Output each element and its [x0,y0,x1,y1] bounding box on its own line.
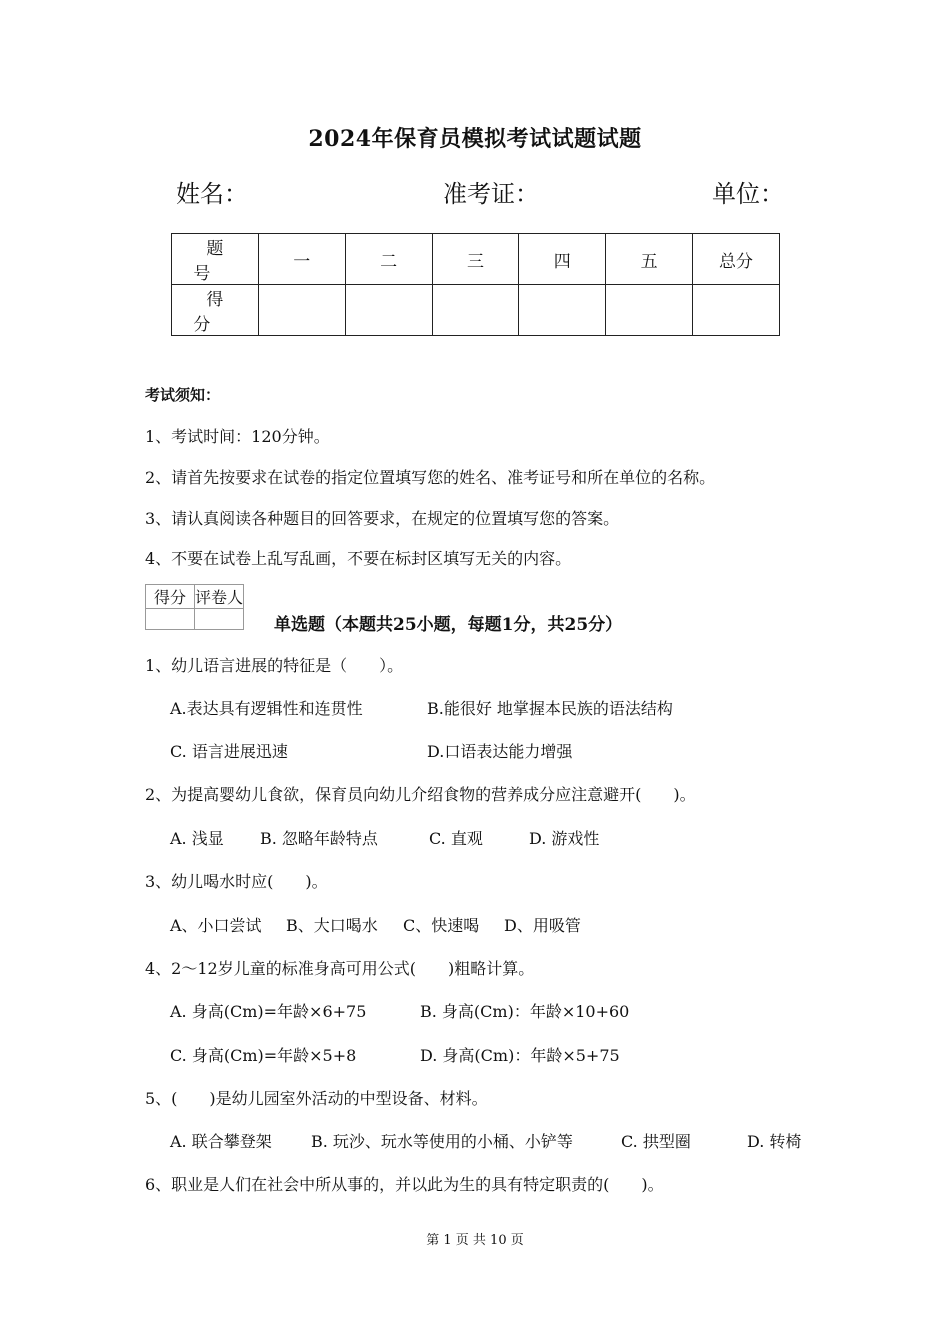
option-d[interactable]: D. 游戏性 [529,829,600,848]
notice-item: 2、请首先按要求在试卷的指定位置填写您的姓名、准考证号和所在单位的名称。 [145,468,716,487]
option-a[interactable]: A. 身高(Cm)=年龄×6+75 [170,1002,367,1021]
option-b[interactable]: B.能很好 地掌握本民族的语法结构 [427,699,673,718]
score-input-cell[interactable] [693,285,780,336]
score-input-cell[interactable] [345,285,432,336]
unit-label: 单位： [712,180,784,208]
option-b[interactable]: B. 忽略年龄特点 [260,829,378,848]
grader-reviewer-label: 评卷人 [195,585,244,609]
notice-heading: 考试须知： [145,386,221,404]
option-c[interactable]: C. 语言进展迅速 [170,742,288,761]
option-c[interactable]: C、快速喝 [403,916,480,935]
score-input-cell[interactable] [606,285,693,336]
question-stem: 3、幼儿喝水时应( )。 [145,872,328,891]
option-b[interactable]: B、大口喝水 [286,916,378,935]
option-d[interactable]: D. 转椅 [747,1132,802,1151]
score-cell-label: 得 分 [172,285,259,336]
score-cell: 五 [606,234,693,285]
section-title: 单选题（本题共25小题，每题1分，共25分） [274,615,623,635]
grader-score-label: 得分 [146,585,195,609]
score-cell: 总分 [693,234,780,285]
option-b[interactable]: B. 身高(Cm)：年龄×10+60 [420,1002,630,1021]
question-stem: 4、2～12岁儿童的标准身高可用公式( )粗略计算。 [145,959,535,978]
grader-score-cell[interactable] [146,609,195,630]
page-title: 2024年保育员模拟考试试题试题 [308,126,642,152]
notice-item: 3、请认真阅读各种题目的回答要求，在规定的位置填写您的答案。 [145,509,620,528]
option-a[interactable]: A. 联合攀登架 [170,1132,272,1151]
option-d[interactable]: D.口语表达能力增强 [427,742,573,761]
option-c[interactable]: C. 直观 [429,829,483,848]
score-table [171,233,780,336]
option-c[interactable]: C. 身高(Cm)=年龄×5+8 [170,1046,357,1065]
option-a[interactable]: A、小口尝试 [170,916,262,935]
question-stem: 6、职业是人们在社会中所从事的，并以此为生的具有特定职责的( )。 [145,1175,664,1194]
score-table-score-row [172,285,780,336]
score-cell-label: 题 号 [172,234,259,285]
score-cell: 一 [258,234,345,285]
exam-id-label: 准考证： [443,180,539,208]
option-d[interactable]: D. 身高(Cm)：年龄×5+75 [420,1046,620,1065]
question-stem: 1、幼儿语言进展的特征是（ ）。 [145,656,404,675]
notice-item: 4、不要在试卷上乱写乱画，不要在标封区填写无关的内容。 [145,549,572,568]
grader-box [145,584,244,630]
question-stem: 5、( )是幼儿园室外活动的中型设备、材料。 [145,1089,488,1108]
score-cell: 四 [519,234,606,285]
grader-reviewer-cell[interactable] [195,609,244,630]
option-b[interactable]: B. 玩沙、玩水等使用的小桶、小铲等 [311,1132,573,1151]
score-cell: 二 [345,234,432,285]
option-a[interactable]: A. 浅显 [170,829,224,848]
question-stem: 2、为提高婴幼儿食欲，保育员向幼儿介绍食物的营养成分应注意避开( )。 [145,785,696,804]
score-input-cell[interactable] [519,285,606,336]
option-c[interactable]: C. 拱型圈 [621,1132,691,1151]
score-input-cell[interactable] [432,285,519,336]
name-label: 姓名： [176,180,248,208]
option-d[interactable]: D、用吸管 [504,916,581,935]
page-footer: 第 1 页 共 10 页 [426,1233,524,1248]
notice-item: 1、考试时间：120分钟。 [145,427,330,446]
option-a[interactable]: A.表达具有逻辑性和连贯性 [170,699,363,718]
score-cell: 三 [432,234,519,285]
score-table-header-row [172,234,780,285]
